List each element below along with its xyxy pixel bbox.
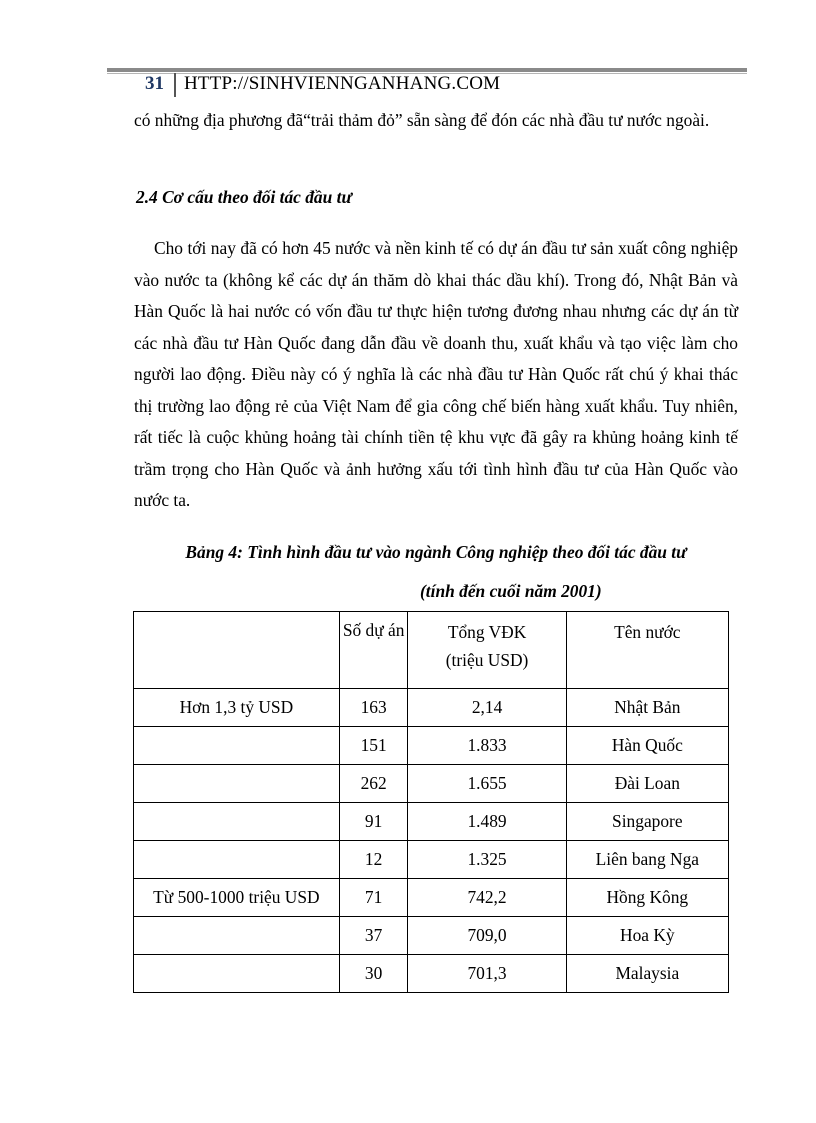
cell-projects: 262 [339, 765, 408, 803]
cell-country: Hàn Quốc [566, 727, 728, 765]
cell-group [134, 955, 340, 993]
cell-projects: 91 [339, 803, 408, 841]
cell-group [134, 803, 340, 841]
cell-projects: 163 [339, 689, 408, 727]
cell-capital: 1.833 [408, 727, 566, 765]
table-header-row [134, 612, 729, 689]
header-capital [408, 612, 566, 689]
table-row [134, 803, 729, 841]
table-row [134, 917, 729, 955]
cell-country: Đài Loan [566, 765, 728, 803]
cell-group [134, 727, 340, 765]
cell-group [134, 765, 340, 803]
cell-group: Từ 500-1000 triệu USD [134, 879, 340, 917]
cell-projects: 37 [339, 917, 408, 955]
cell-country: Singapore [566, 803, 728, 841]
header-country [566, 612, 728, 689]
cell-group [134, 841, 340, 879]
header-site-url: HTTP://SINHVIENNGANHANG.COM [184, 73, 501, 94]
cell-capital: 1.325 [408, 841, 566, 879]
paragraph-intro: có những địa phương đã“trải thảm đỏ” sẵn sàng để đón các nhà đầu tư nước ngoài. [134, 110, 710, 130]
header-projects-label: Số dự án [342, 620, 405, 640]
cell-country: Hoa Kỳ [566, 917, 728, 955]
cell-country: Hồng Kông [566, 879, 728, 917]
header-projects [339, 612, 408, 689]
cell-projects: 12 [339, 841, 408, 879]
table-row [134, 955, 729, 993]
paragraph-body: Cho tới nay đã có hơn 45 nước và nền kinh tế có dự án đầu tư sản xuất công nghiệp vào nước ta (không kể các dự án thăm dò khai thác dầu khí). Trong đó, Nhật Bản và Hàn Quốc là hai nước có vốn đầu tư thực hiện tương đương nhau nhưng các dự án từ các nhà đầu tư Hàn Quốc đang dẫn đầu về doanh thu, xuất khẩu và tạo việc làm cho người lao động. Điều này có ý nghĩa là các nhà đầu tư Hàn Quốc rất chú ý khai thác thị trường lao động rẻ của Việt Nam để gia công chế biến hàng xuất khẩu. Tuy nhiên, rất tiếc là cuộc khủng hoảng tài chính tiền tệ khu vực đã gây ra khủng hoảng kinh tế trầm trọng cho Hàn Quốc và ảnh hưởng xấu tới tình hình đầu tư của Hàn Quốc vào nước ta. [134, 238, 738, 510]
cell-projects: 71 [339, 879, 408, 917]
table-row [134, 689, 729, 727]
header-country-label: Tên nước [614, 622, 681, 642]
table-row [134, 879, 729, 917]
cell-capital: 1.489 [408, 803, 566, 841]
cell-projects: 30 [339, 955, 408, 993]
cell-country: Nhật Bản [566, 689, 728, 727]
cell-projects: 151 [339, 727, 408, 765]
cell-capital: 1.655 [408, 765, 566, 803]
page-header [107, 66, 747, 98]
section-heading: 2.4 Cơ cấu theo đối tác đầu tư [136, 187, 352, 207]
cell-group [134, 917, 340, 955]
table-row [134, 765, 729, 803]
table-caption: Bảng 4: Tình hình đầu tư vào ngành Công nghiệp theo đối tác đầu tư [185, 542, 687, 562]
cell-country: Liên bang Nga [566, 841, 728, 879]
page-number: 31 [145, 73, 164, 94]
cell-capital: 742,2 [408, 879, 566, 917]
table-row [134, 841, 729, 879]
cell-country: Malaysia [566, 955, 728, 993]
table-subcaption: (tính đến cuối năm 2001) [420, 581, 602, 601]
header-capital-line2: (triệu USD) [445, 650, 529, 670]
cell-capital: 701,3 [408, 955, 566, 993]
investment-table [133, 611, 729, 993]
header-group [134, 612, 340, 689]
cell-capital: 709,0 [408, 917, 566, 955]
table-row [134, 727, 729, 765]
cell-group: Hơn 1,3 tỷ USD [134, 689, 340, 727]
cell-capital: 2,14 [408, 689, 566, 727]
header-separator [174, 73, 176, 97]
header-capital-line1: Tổng VĐK [447, 622, 527, 642]
